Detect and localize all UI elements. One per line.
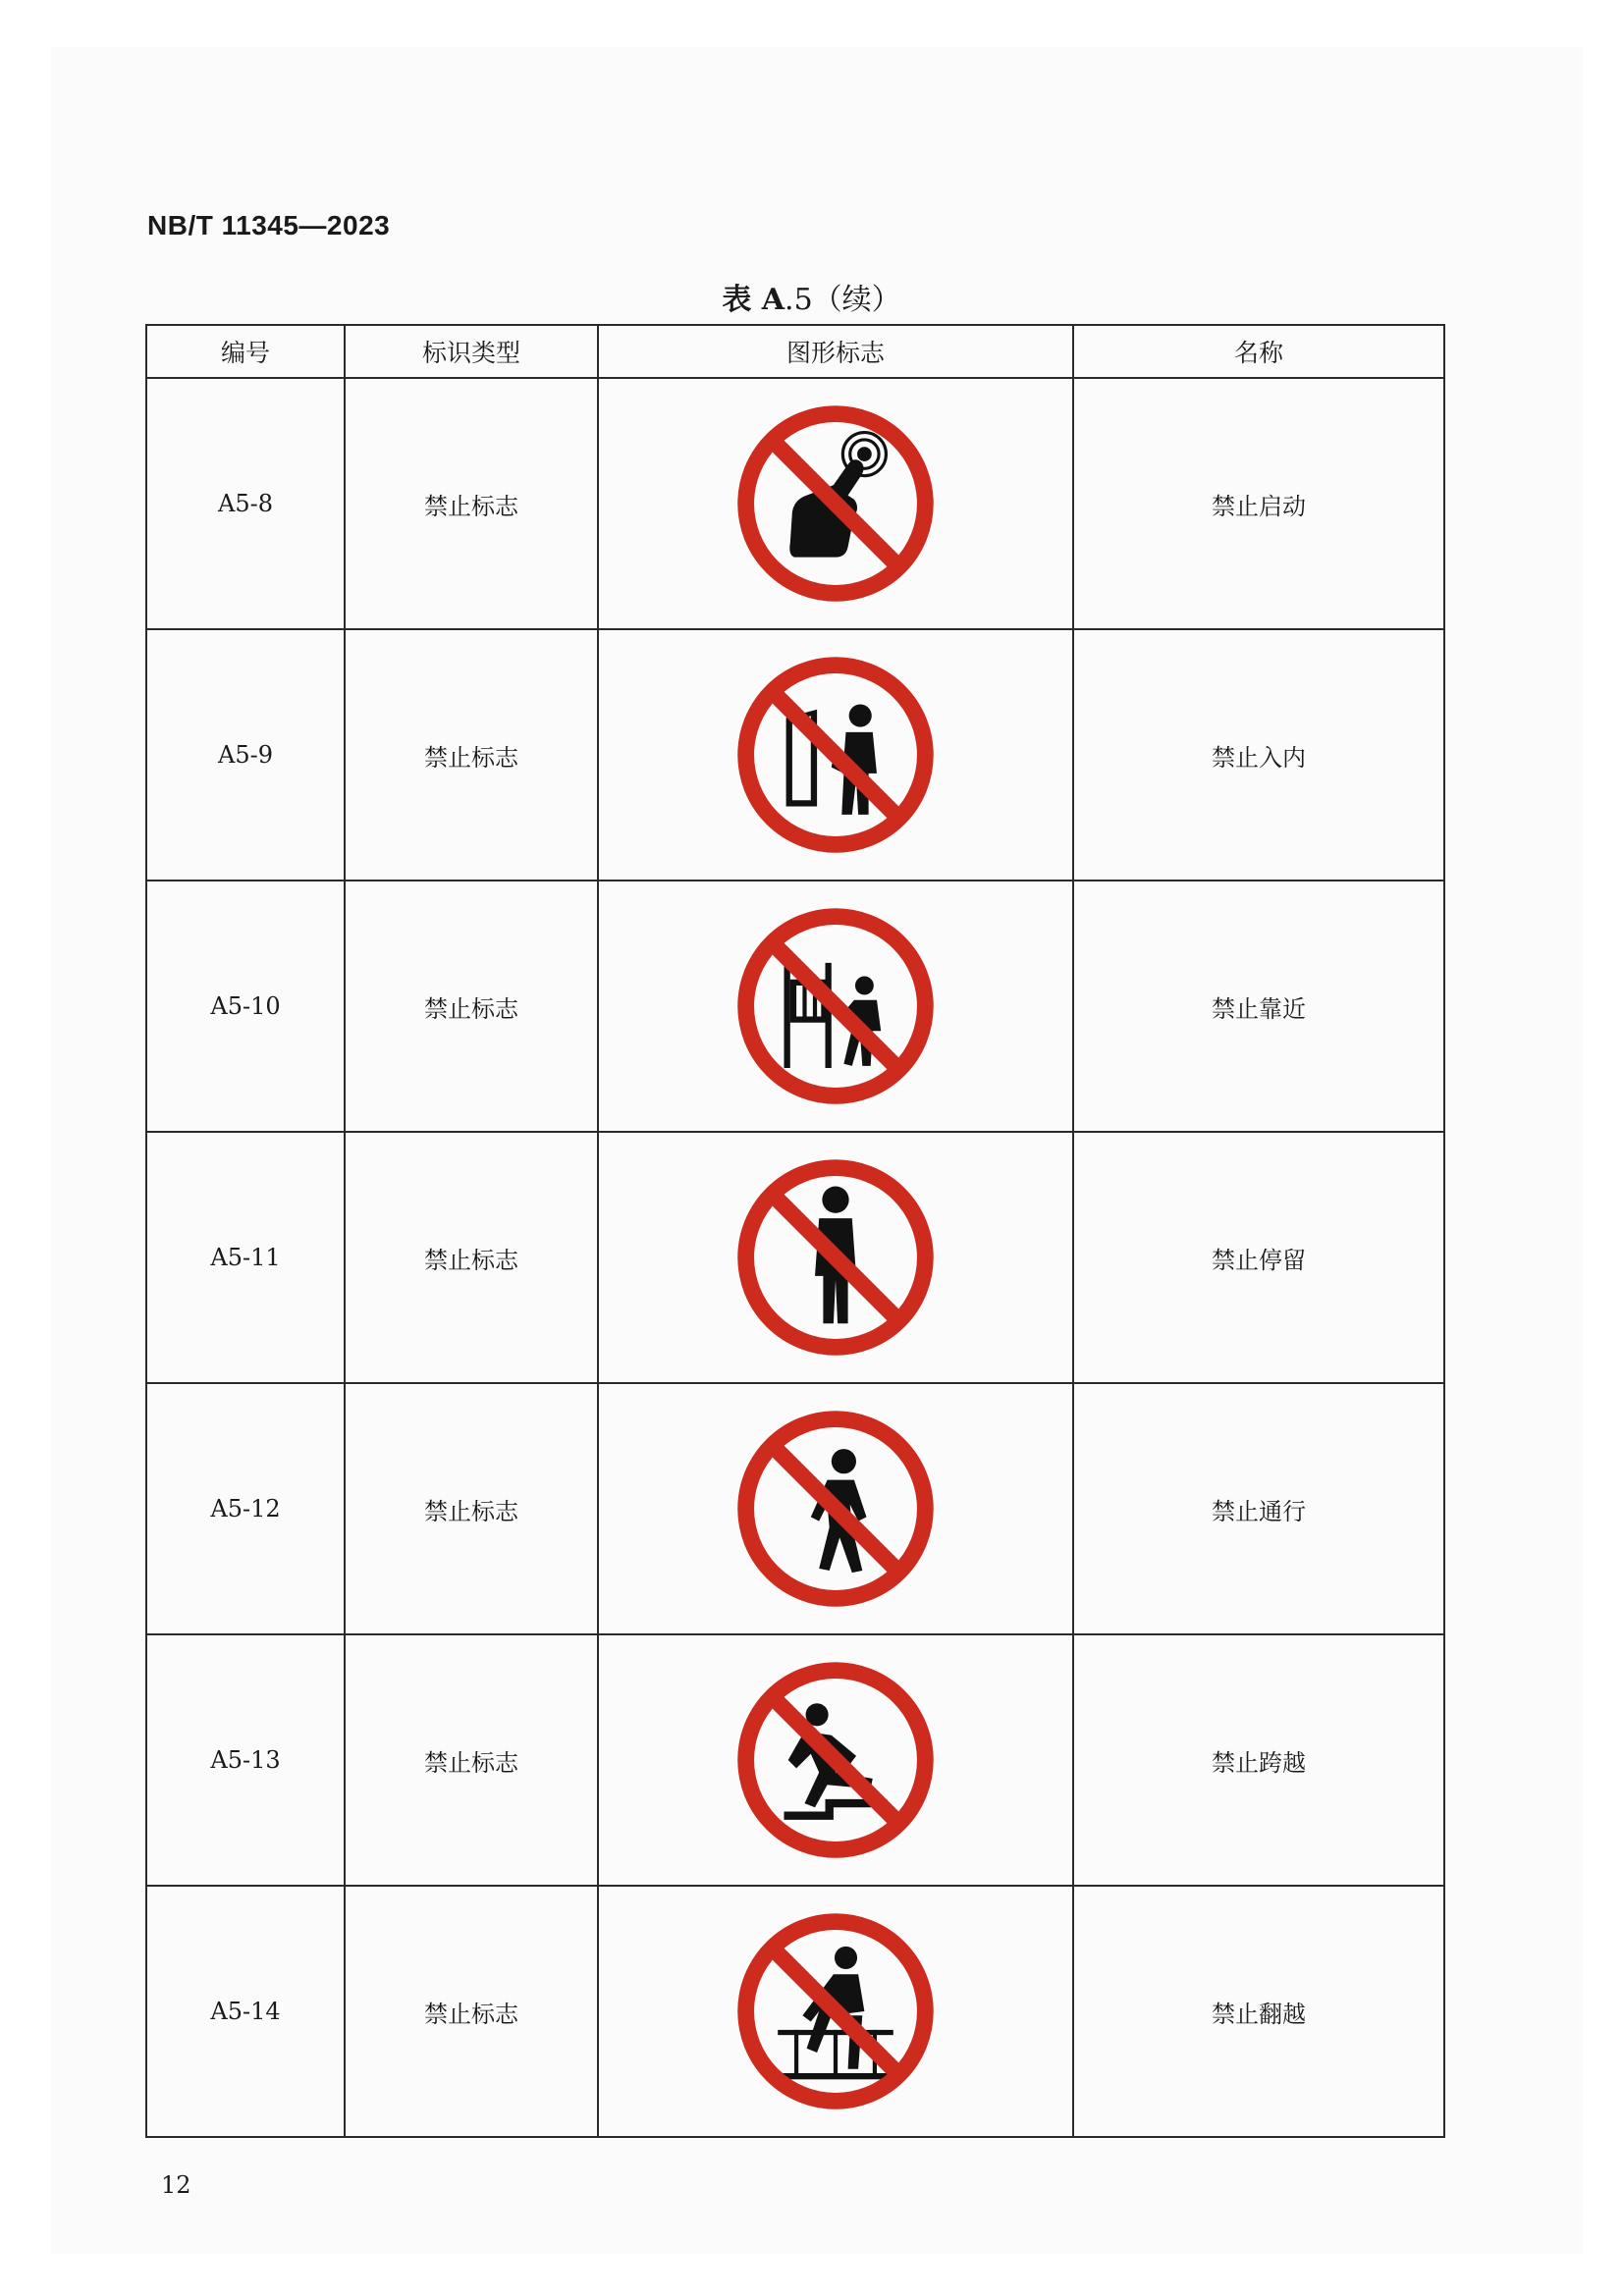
sign-name: 禁止入内 [1073,629,1444,881]
column-header-graphic: 图形标志 [598,325,1073,378]
table-row [146,378,1444,629]
table-row [146,881,1444,1132]
sign-type: 禁止标志 [345,1886,598,2137]
table-title [0,275,1623,318]
signs-table [145,324,1445,2138]
no-standing-icon [732,1154,939,1361]
sign-type: 禁止标志 [345,1634,598,1886]
column-header-id: 编号 [146,325,345,378]
sign-graphic-cell [598,1886,1073,2137]
sign-graphic-cell [598,881,1073,1132]
table-row [146,629,1444,881]
sign-graphic-cell [598,378,1073,629]
no-entry-icon [732,652,939,858]
sign-type: 禁止标志 [345,378,598,629]
table-header-row [146,325,1444,378]
sign-id: A5-14 [146,1886,345,2137]
column-header-type: 标识类型 [345,325,598,378]
sign-id: A5-12 [146,1383,345,1634]
no-stepping-over-icon [732,1657,939,1863]
no-activation-icon [732,400,939,607]
column-header-name: 名称 [1073,325,1444,378]
sign-graphic-cell [598,1132,1073,1383]
sign-type: 禁止标志 [345,629,598,881]
no-passage-icon [732,1406,939,1612]
table-row [146,1886,1444,2137]
sign-type: 禁止标志 [345,1132,598,1383]
sign-graphic-cell [598,1383,1073,1634]
sign-graphic-cell [598,1634,1073,1886]
sign-type: 禁止标志 [345,881,598,1132]
table-title-rest: .5（续） [784,283,901,317]
no-climbing-over-icon [732,1908,939,2114]
sign-type: 禁止标志 [345,1383,598,1634]
sign-name: 禁止靠近 [1073,881,1444,1132]
sign-name: 禁止停留 [1073,1132,1444,1383]
document-code: NB/T 11345—2023 [147,210,391,240]
page-number: 12 [161,2171,191,2199]
sign-id: A5-13 [146,1634,345,1886]
sign-id: A5-11 [146,1132,345,1383]
sign-name: 禁止通行 [1073,1383,1444,1634]
sign-name: 禁止启动 [1073,378,1444,629]
table-row [146,1383,1444,1634]
table-row [146,1132,1444,1383]
sign-name: 禁止翻越 [1073,1886,1444,2137]
sign-id: A5-9 [146,629,345,881]
no-approach-icon [732,903,939,1109]
sign-id: A5-8 [146,378,345,629]
table-row [146,1634,1444,1886]
sign-graphic-cell [598,629,1073,881]
sign-id: A5-10 [146,881,345,1132]
sign-name: 禁止跨越 [1073,1634,1444,1886]
table-title-prefix: 表 A [722,283,785,317]
